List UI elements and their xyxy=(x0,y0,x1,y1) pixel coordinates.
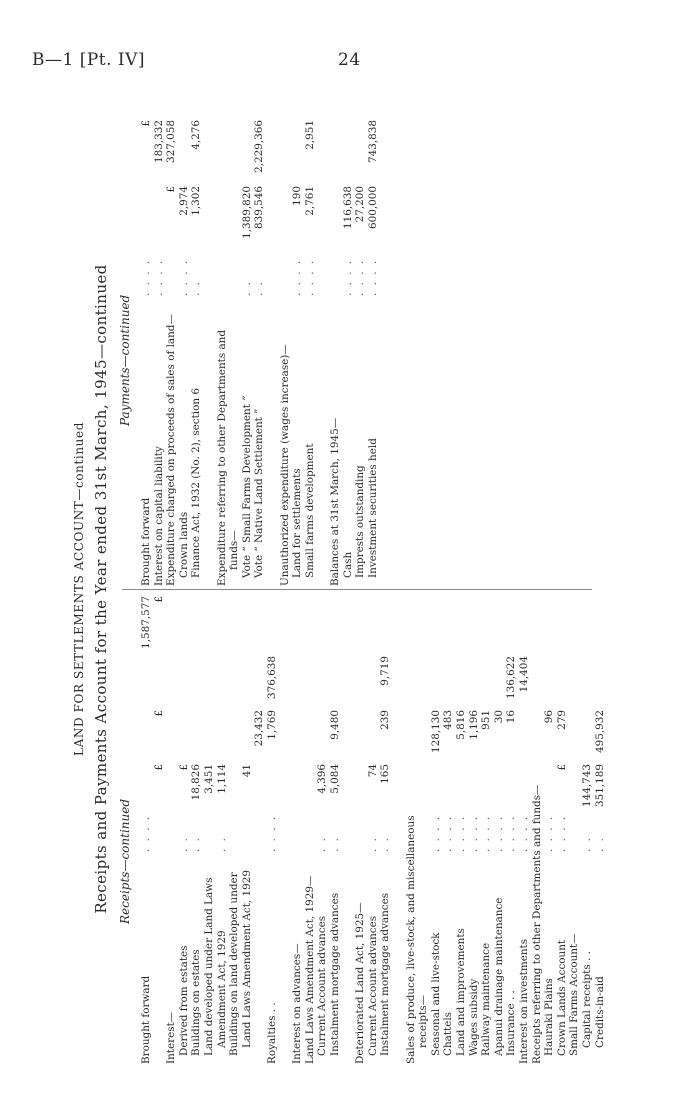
row-label: Interest on capital liability xyxy=(152,446,165,586)
table-row xyxy=(405,594,417,1064)
amount-c2: 128,130 xyxy=(429,710,442,753)
table-row xyxy=(279,116,291,586)
table-row xyxy=(329,116,341,586)
table-row xyxy=(228,116,240,586)
table-row xyxy=(468,594,480,1064)
amount-c4: £ xyxy=(152,596,165,603)
amount-c1: £ xyxy=(177,764,190,771)
amount-c1: 74 xyxy=(366,764,379,778)
amount-c1: 1,114 xyxy=(215,764,228,794)
leader-dots: . . . . xyxy=(354,258,367,296)
row-label: Small farms development xyxy=(303,443,316,578)
table-row xyxy=(392,594,404,1064)
row-label: Hauraki Plains xyxy=(543,978,556,1056)
leader-dots: . . . . xyxy=(455,814,467,852)
table-row xyxy=(556,594,568,1064)
table-row xyxy=(140,594,152,1064)
table-row xyxy=(316,116,328,586)
amount-c3: 183,332 xyxy=(152,120,165,163)
leader-dots: . . . . xyxy=(140,258,152,296)
amount-c2: 5,816 xyxy=(455,710,467,740)
leader-dots: . . . . xyxy=(291,258,304,296)
amount-c1: 41 xyxy=(240,764,253,778)
amount-c3: 9,719 xyxy=(379,656,392,686)
table-row xyxy=(216,116,228,586)
table-row xyxy=(291,594,303,1064)
row-label: Land Laws Amendment Act, 1929— xyxy=(303,875,316,1064)
row-label: Sales of produce, live-stock, and miscellaneous xyxy=(404,815,417,1064)
row-label: Land for settlements xyxy=(291,468,304,578)
table-row xyxy=(253,116,265,586)
row-label: Wages subsidy xyxy=(467,978,480,1056)
table-row xyxy=(253,594,265,1064)
table-row xyxy=(304,116,316,586)
table-row xyxy=(581,594,593,1064)
row-label: Finance Act, 1932 (No. 2), section 6 xyxy=(190,388,203,578)
leader-dots: . . xyxy=(366,836,379,852)
amount-c2: 1,302 xyxy=(190,186,203,216)
amount-c2: 30 xyxy=(492,710,505,724)
amount-c1: 3,451 xyxy=(203,764,215,794)
amount-c2: 2,761 xyxy=(303,186,316,216)
amount-c3: 2,229,366 xyxy=(253,120,266,173)
amount-c3: 327,058 xyxy=(165,120,178,163)
payments-heading: Payments—continued xyxy=(118,294,132,426)
table-row xyxy=(241,116,253,586)
amount-c1: 5,084 xyxy=(329,764,341,794)
table-row xyxy=(190,594,202,1064)
leader-dots: . . xyxy=(253,280,266,296)
leader-dots: . . . . xyxy=(492,814,505,852)
amount-c1: 18,826 xyxy=(190,764,203,801)
amount-c2: 495,932 xyxy=(593,710,606,753)
table-row xyxy=(165,116,177,586)
amount-c1: 4,396 xyxy=(316,764,329,794)
row-label: Derived from estates xyxy=(177,945,190,1056)
row-label: Apanui drainage maintenance xyxy=(492,897,505,1056)
amount-c2: 27,200 xyxy=(354,186,367,223)
leader-dots: . . . . xyxy=(442,814,455,852)
table-row xyxy=(342,594,354,1064)
table-row xyxy=(241,594,253,1064)
column-divider xyxy=(122,589,592,590)
row-label: Crown lands xyxy=(177,511,190,578)
table-row xyxy=(417,594,429,1064)
leader-dots: . . . . xyxy=(467,814,480,852)
table-row xyxy=(493,594,505,1064)
table-row xyxy=(203,594,215,1064)
table-row xyxy=(316,594,328,1064)
amount-c1: 144,743 xyxy=(581,764,593,807)
row-label: Investment securities held xyxy=(366,438,379,578)
table-row xyxy=(266,594,278,1064)
table-row xyxy=(354,116,366,586)
amount-c3: 4,276 xyxy=(190,120,203,150)
table-row xyxy=(430,594,442,1064)
row-label: Chattels xyxy=(442,1012,455,1056)
leader-dots: . . xyxy=(240,280,253,296)
leader-dots: . . . . xyxy=(341,258,354,296)
leader-dots: . . . . xyxy=(366,258,379,296)
table-row xyxy=(531,594,543,1064)
table-row xyxy=(228,594,240,1064)
table-row xyxy=(480,594,492,1064)
leader-dots: . . . . xyxy=(303,258,316,296)
table-row xyxy=(279,594,291,1064)
row-label: Land developed under Land Laws xyxy=(203,877,215,1056)
row-label: Instalment mortgage advances xyxy=(329,892,341,1056)
row-label: Buildings on land developed under xyxy=(228,872,241,1056)
row-label: Amendment Act, 1929 xyxy=(215,930,228,1048)
table-row xyxy=(329,594,341,1064)
leader-dots: . . . . xyxy=(140,814,152,852)
amount-c2: £ xyxy=(165,186,178,193)
row-label: Royalties . . xyxy=(266,1002,278,1064)
table-row xyxy=(140,116,152,586)
amount-c3: 136,622 xyxy=(505,656,518,699)
table-row xyxy=(543,594,555,1064)
row-label: Capital receipts . . xyxy=(581,951,593,1048)
leader-dots: . . xyxy=(215,836,228,852)
row-label: receipts— xyxy=(417,995,430,1048)
amount-c2: 23,432 xyxy=(253,710,266,747)
leader-dots: . . . . xyxy=(429,814,442,852)
row-label: Brought forward xyxy=(140,497,152,586)
amount-c2: 839,546 xyxy=(253,186,266,229)
amount-c2: 1,389,820 xyxy=(240,186,253,239)
account-title: LAND FOR SETTLEMENTS ACCOUNT—continued xyxy=(72,422,86,756)
table-row xyxy=(178,116,190,586)
leader-dots: . . xyxy=(581,836,593,852)
leader-dots: . . xyxy=(379,836,392,852)
amount-c2: 483 xyxy=(442,710,455,730)
leader-dots: . . . . xyxy=(480,814,493,852)
table-row xyxy=(291,116,303,586)
table-row xyxy=(442,594,454,1064)
row-label: Current Account advances xyxy=(316,915,329,1056)
amount-c2: 239 xyxy=(379,710,392,730)
table-row xyxy=(455,594,467,1064)
page-number: 24 xyxy=(338,50,361,70)
table-row xyxy=(266,116,278,586)
amount-c2: 190 xyxy=(291,186,304,206)
leader-dots: . . . . xyxy=(555,814,568,852)
row-label: Land and improvements xyxy=(455,928,467,1056)
leader-dots: . . . . xyxy=(505,814,518,852)
table-row xyxy=(354,594,366,1064)
row-label: Interest— xyxy=(165,1011,178,1064)
row-label: Receipts referring to other Departments and funds— xyxy=(530,784,543,1064)
amount-c4: 1,587,577 xyxy=(140,596,152,649)
row-label: Seasonal and live-stock xyxy=(429,932,442,1056)
row-label: Small Farms Account— xyxy=(568,933,581,1056)
row-label: Interest on advances— xyxy=(291,943,304,1064)
amount-c1: 165 xyxy=(379,764,392,784)
table-row xyxy=(594,594,606,1064)
row-label: Expenditure charged on proceeds of sales of land— xyxy=(165,314,178,586)
row-label: Crown Lands Account xyxy=(555,939,568,1056)
row-label: Buildings on estates xyxy=(190,949,203,1056)
table-row xyxy=(190,116,202,586)
row-label: Insurance . . xyxy=(505,990,518,1056)
amount-c2: 9,480 xyxy=(329,710,341,740)
amount-c2: 951 xyxy=(480,710,493,730)
leader-dots: . . xyxy=(593,836,606,852)
receipts-heading: Receipts—continued xyxy=(118,798,132,924)
row-label: Deteriorated Land Act, 1925— xyxy=(354,902,367,1064)
table-row xyxy=(165,594,177,1064)
leader-dots: . . xyxy=(190,836,203,852)
row-label: Unauthorized expenditure (wages increase)— xyxy=(278,344,291,586)
row-label: Railway maintenance xyxy=(480,942,493,1056)
table-row xyxy=(367,116,379,586)
table-row xyxy=(367,594,379,1064)
amount-c3: 743,838 xyxy=(366,120,379,163)
amount-c2: 1,196 xyxy=(467,710,480,740)
amount-c2: 96 xyxy=(543,710,556,724)
leader-dots: . . . . xyxy=(152,258,165,296)
amount-c2: 1,769 xyxy=(266,710,278,740)
amount-c2: 600,000 xyxy=(366,186,379,229)
leader-dots: . . xyxy=(316,836,329,852)
leader-dots: . . . . xyxy=(543,814,556,852)
table-row xyxy=(153,116,165,586)
table-row xyxy=(178,594,190,1064)
amount-c2: 279 xyxy=(555,710,568,730)
table-row xyxy=(342,116,354,586)
leader-dots: . . . . xyxy=(518,814,530,852)
row-label: Expenditure referring to other Departments and xyxy=(215,329,228,586)
row-label: Cash xyxy=(341,551,354,578)
row-label: funds— xyxy=(228,530,241,570)
amount-c2: £ xyxy=(152,710,165,717)
amount-c3: 376,638 xyxy=(266,656,278,699)
amount-c3: 14,404 xyxy=(518,656,530,693)
amount-c1: £ xyxy=(152,764,165,771)
amount-c1: 351,189 xyxy=(593,764,606,807)
row-label: Brought forward xyxy=(140,975,152,1064)
leader-dots: . . xyxy=(329,836,341,852)
amount-c2: 116,638 xyxy=(341,186,354,229)
row-label: Balances at 31st March, 1945— xyxy=(329,417,341,586)
table-row xyxy=(153,594,165,1064)
table-row xyxy=(304,594,316,1064)
row-label: Current Account advances xyxy=(366,915,379,1056)
leader-dots: . . xyxy=(177,836,190,852)
row-label: Land Laws Amendment Act, 1929 xyxy=(240,870,253,1048)
amount-c3: £ xyxy=(140,120,152,127)
table-row xyxy=(518,594,530,1064)
section-reference: B—1 [Pt. IV] xyxy=(32,50,146,70)
leader-dots: . . . . xyxy=(177,258,190,296)
table-row xyxy=(568,594,580,1064)
statement-title: Receipts and Payments Account for the Year ended 31st March, 1945—continued xyxy=(92,264,110,914)
rotated-table xyxy=(62,114,622,1064)
amount-c1: £ xyxy=(555,764,568,771)
row-label: Interest on investments xyxy=(518,938,530,1064)
row-label: Vote “ Small Farms Development ” xyxy=(240,395,253,578)
table-row xyxy=(379,594,391,1064)
row-label: Instalment mortgage advances xyxy=(379,892,392,1056)
row-label: Imprests outstanding xyxy=(354,465,367,578)
table-row xyxy=(505,594,517,1064)
row-label: Credits-in-aid xyxy=(593,976,606,1048)
amount-c2: 16 xyxy=(505,710,518,724)
table-row xyxy=(216,594,228,1064)
leader-dots: . . xyxy=(190,280,203,296)
row-label: Vote “ Native Land Settlement ” xyxy=(253,408,266,578)
leader-dots: . . . . xyxy=(266,814,278,852)
table-row xyxy=(203,116,215,586)
amount-c3: 2,951 xyxy=(303,120,316,150)
amount-c2: 2,974 xyxy=(177,186,190,216)
